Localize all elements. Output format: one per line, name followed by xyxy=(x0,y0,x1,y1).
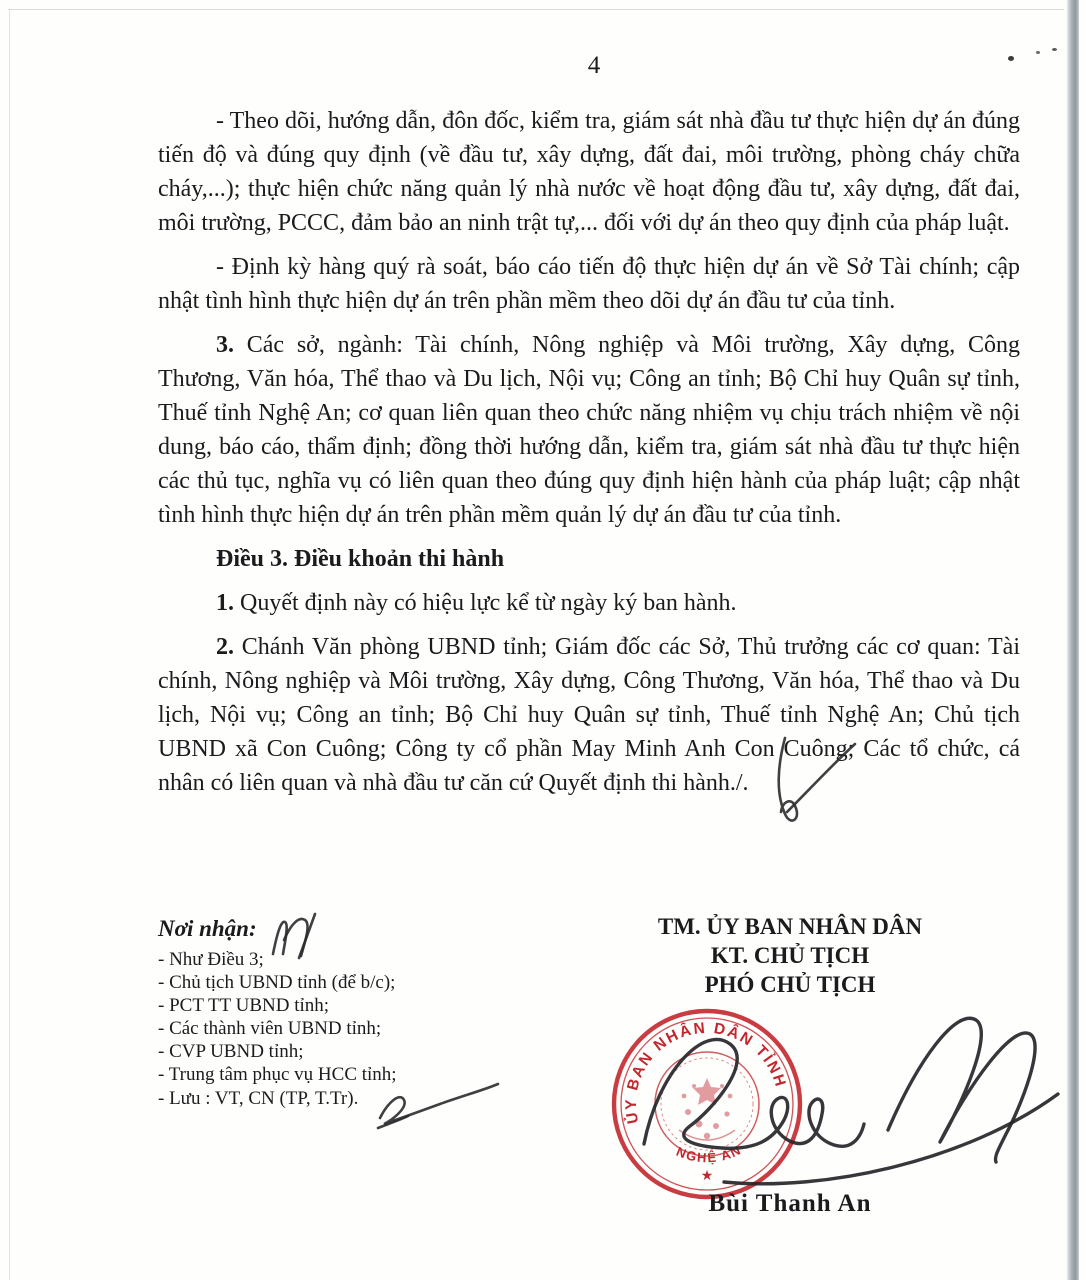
scan-edge-top xyxy=(8,9,1064,10)
recipient-item xyxy=(158,1086,578,1110)
paragraph-text: - Theo dõi, hướng dẫn, đôn đốc, kiểm tra, giám sát nhà đầu tư thực hiện dự án đúng tiến độ và đúng quy định (về đầu tư, xây dựng, đất đai, môi trường, phòng cháy chữa cháy,...); thực hiện chức năng quản lý nhà nước về hoạt động đầu tư, xây dựng, đất đai, môi trường, PCCC, đảm bảo an ninh trật tự,... đối với dự án theo quy định của pháp luật. xyxy=(158,108,1020,236)
recipient-item: - CVP UBND tỉnh; xyxy=(158,1041,304,1062)
official-seal-and-signature xyxy=(596,994,1082,1200)
recipient-item: - Như Điều 3; xyxy=(158,949,264,970)
recipient-item: - Trung tâm phục vụ HCC tỉnh; xyxy=(158,1064,397,1085)
recipient-item-text: - Lưu : VT, CN (TP, T.Tr). xyxy=(158,1088,359,1109)
paragraph-cac-so-nganh xyxy=(158,328,1020,532)
article-3-heading: Điều 3. Điều khoản thi hành xyxy=(216,546,505,572)
handwritten-swoosh-icon xyxy=(362,1080,502,1132)
paragraph-lead: 1. xyxy=(216,590,234,616)
ink-speck xyxy=(1052,48,1057,51)
paragraph-text: Quyết định này có hiệu lực kể từ ngày ký ban hành. xyxy=(234,590,737,616)
recipients-label: Nơi nhận: xyxy=(158,916,257,941)
handwritten-flourish-icon xyxy=(751,732,859,824)
paragraph-lead: 3. xyxy=(216,332,234,358)
authority-line-3: PHÓ CHỦ TỊCH xyxy=(704,972,876,997)
paragraph-dinh-ky xyxy=(158,250,1020,318)
recipient-item: - Các thành viên UBND tỉnh; xyxy=(158,1018,382,1039)
scan-edge-left xyxy=(9,9,10,1280)
recipients-list xyxy=(158,948,578,1110)
page-number: 4 xyxy=(587,52,601,79)
ink-speck xyxy=(1036,51,1040,54)
recipient-item: - PCT TT UBND tỉnh; xyxy=(158,995,330,1016)
document-body xyxy=(158,104,1020,810)
seal-star-icon: ★ xyxy=(700,1167,714,1183)
paragraph-clause-1 xyxy=(158,586,1020,620)
seal-text-top: ỦY BAN NHÂN DÂN TỈNH xyxy=(622,1019,790,1126)
paragraph-text: Chánh Văn phòng UBND tỉnh; Giám đốc các Sở, Thủ trưởng các cơ quan: Tài chính, Nông nghiệp và Môi trường, Xây dựng, Công Thương, Văn hóa, Thể thao và Du lịch, Nội vụ; Công an tỉnh; Bộ Chỉ huy Quân sự tỉnh, Thuế tỉnh Nghệ An; Chủ tịch UBND xã Con Cuông; Công ty cổ phần May Minh Anh Con Cuông; Các tổ chức, cá nhân có liên quan và nhà đầu tư căn cứ Quyết định thi hành./. xyxy=(158,634,1020,796)
paragraph-theo-doi xyxy=(158,104,1020,240)
signer-name: Bùi Thanh An xyxy=(708,1190,872,1217)
paragraph-text: - Định kỳ hàng quý rà soát, báo cáo tiến độ thực hiện dự án về Sở Tài chính; cập nhật tình hình thực hiện dự án trên phần mềm theo dõi dự án đầu tư của tỉnh. xyxy=(158,254,1020,314)
seal-text-bottom: NGHỆ AN xyxy=(674,1141,745,1166)
authority-line-2: KT. CHỦ TỊCH xyxy=(710,943,870,968)
recipients-block xyxy=(158,916,578,1110)
paragraph-lead: 2. xyxy=(216,634,234,660)
handwritten-initials-icon xyxy=(265,910,327,960)
authority-block xyxy=(540,912,1040,999)
paragraph-clause-2 xyxy=(158,630,1020,800)
recipient-item: - Chủ tịch UBND tỉnh (để b/c); xyxy=(158,972,396,993)
paragraph-text: Các sở, ngành: Tài chính, Nông nghiệp và Môi trường, Xây dựng, Công Thương, Văn hóa, Thể thao và Du lịch, Nội vụ; Công an tỉnh; Bộ Chỉ huy Quân sự tỉnh, Thuế tỉnh Nghệ An; cơ quan liên quan theo chức năng nhiệm vụ chịu trách nhiệm về nội dung, báo cáo, thẩm định; đồng thời hướng dẫn, kiểm tra, giám sát nhà đầu tư thực hiện các thủ tục, nghĩa vụ có liên quan theo đúng quy định hiện hành của pháp luật; cập nhật tình hình thực hiện dự án trên phần mềm quản lý dự án đầu tư của tỉnh. xyxy=(158,332,1020,528)
authority-line-1: TM. ỦY BAN NHÂN DÂN xyxy=(657,914,923,939)
